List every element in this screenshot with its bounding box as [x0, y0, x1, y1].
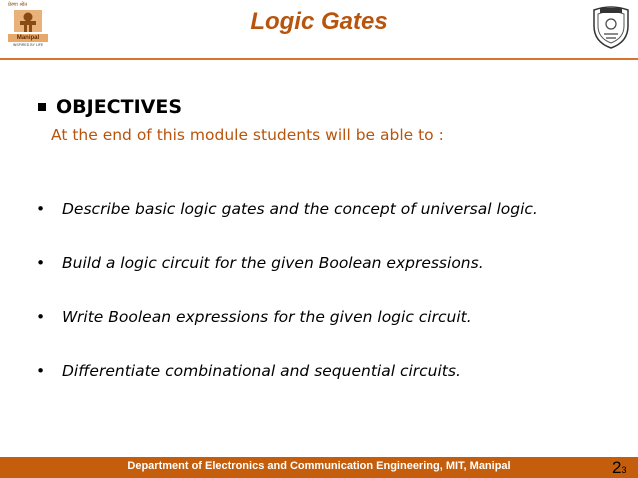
header-divider	[0, 58, 638, 60]
bullet-icon: •	[36, 308, 46, 326]
logo-wordmark: Manipal	[8, 34, 48, 42]
bullet-icon: •	[36, 200, 46, 218]
footer-department: Department of Electronics and Communication Engineering, MIT, Manipal	[127, 460, 511, 472]
bullet-icon: •	[36, 254, 46, 272]
slide-title: Logic Gates	[250, 8, 388, 35]
page-number: 23	[612, 458, 627, 477]
objectives-intro: At the end of this module students will be able to :	[51, 126, 444, 144]
logo-subtitle: INSPIRED BY LIFE	[12, 43, 44, 47]
objectives-heading: OBJECTIVES	[56, 96, 183, 118]
institution-crest-icon	[590, 4, 632, 50]
bullet-icon: •	[36, 362, 46, 380]
logo-tagline: प्रेरणा श्रोत	[8, 2, 28, 8]
